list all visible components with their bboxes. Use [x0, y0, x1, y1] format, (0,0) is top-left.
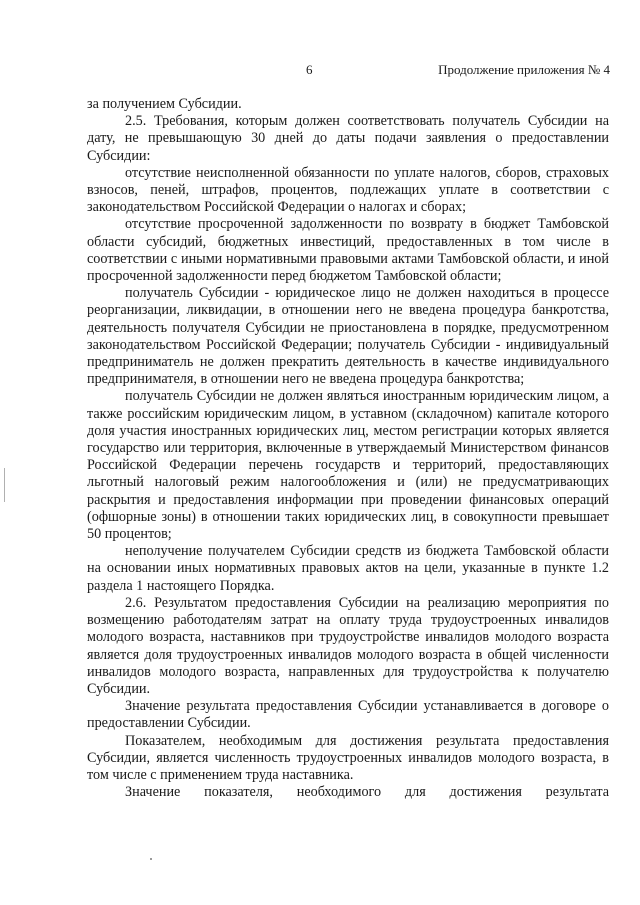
paragraph-2-6: 2.6. Результатом предоставления Субсидии на реализацию мероприятия по возмещению работодателям затрат на оплату труда трудоустроенных инвалидов молодого возраста, наставников при трудоустройстве инвалидов молодого возраста является доля трудоустроенных инвалидов молодого возраста в общей численности инвалидов молодого возраста, направленных для трудоустройства к получателю Субсидии. [87, 594, 609, 697]
paragraph-continuation: за получением Субсидии. [87, 96, 242, 112]
paragraph-not-foreign: получатель Субсидии не должен являться иностранным юридическим лицом, а также российским юридическим лицом, в уставном (складочном) капитале которого доля участия иностранных юридических лиц, местом регистрации которых является государство или территория, включенные в утверждаемый Министерством финансов Российской Федерации перечень государств и территорий, предоставляющих льготный налоговый режим налогообложения и (или) не предусматривающих раскрытия и предоставления информации при проведении финансовых операций (офшорные зоны) в отношении таких юридических лиц, в совокупности превышает 50 процентов; [87, 388, 609, 543]
paragraph-not-reorganizing: получатель Субсидии - юридическое лицо не должен находиться в процессе реорганизации, ликвидации, в отношении него не введена процедура банкротства, деятельность получателя Субсидии не приостановлена в порядке, предусмотренном законодательством Российской Федерации; получатель Субсидии - индивидуальный предприниматель не должен прекратить деятельность в качестве индивидуального предпринимателя, в отношении него не введена процедура банкротства; [87, 285, 609, 388]
paragraph-indicator: Показателем, необходимым для достижения результата предоставления Субсидии, является численность трудоустроенных инвалидов молодого возраста, в том числе с применением труда наставника. [87, 732, 609, 783]
document-body [87, 96, 609, 801]
paragraph-no-tax-debt: отсутствие неисполненной обязанности по уплате налогов, сборов, страховых взносов, пеней, штрафов, процентов, подлежащих уплате в соответствии с законодательством Российской Федерации о налогах и сборах; [87, 164, 609, 216]
paragraph-no-overdue-debt: отсутствие просроченной задолженности по возврату в бюджет Тамбовской области субсидий, бюджетных инвестиций, предоставленных в том числе в соответствии с иными нормативными правовыми актами Тамбовской области, и иной просроченной задолженности перед бюджетом Тамбовской области; [87, 216, 609, 285]
paragraph-indicator-value: Значение показателя, необходимого для достижения результата [125, 784, 609, 801]
continuation-note: Продолжение приложения № 4 [438, 62, 610, 77]
scan-dot [150, 858, 152, 860]
paragraph-2-5: 2.5. Требования, которым должен соответствовать получатель Субсидии на дату, не превышающую 30 дней до даты подачи заявления о предоставлении Субсидии: [87, 113, 609, 164]
paragraph-no-other-funds: неполучение получателем Субсидии средств из бюджета Тамбовской области на основании иных нормативных правовых актов на цели, указанные в пункте 1.2 раздела 1 настоящего Порядка. [87, 543, 609, 594]
margin-mark [4, 468, 5, 502]
paragraph-result-value: Значение результата предоставления Субсидии устанавливается в договоре о предоставлении Субсидии. [87, 698, 609, 732]
page-number: 6 [306, 62, 313, 77]
